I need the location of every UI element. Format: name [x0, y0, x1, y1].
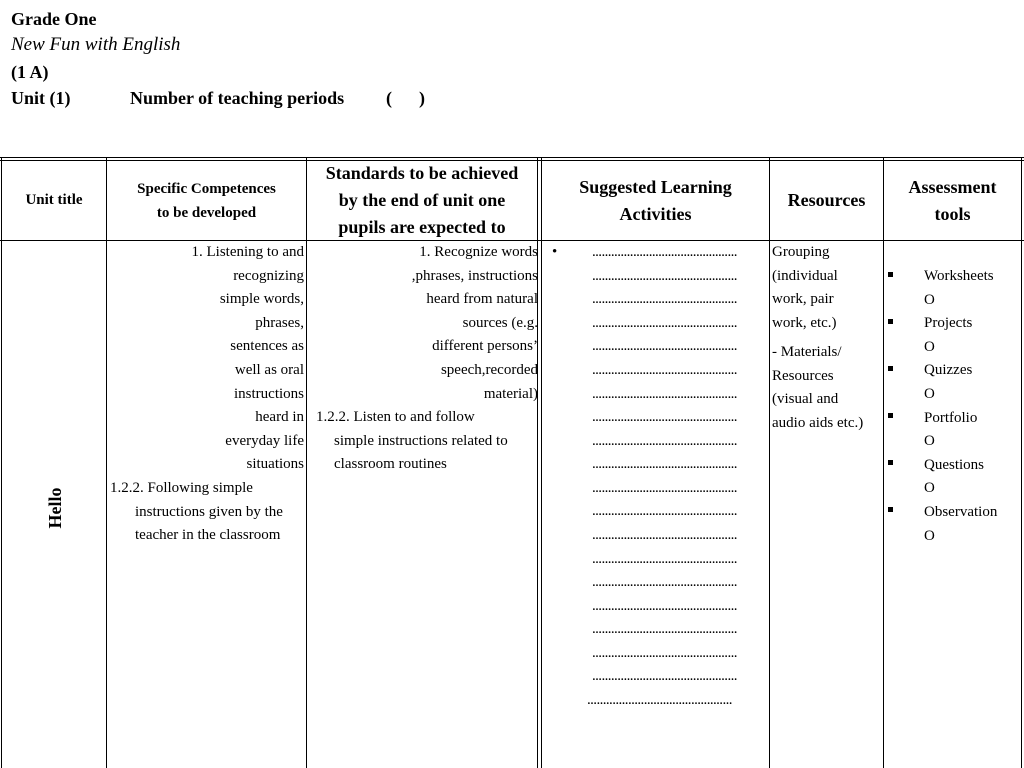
col-divider [306, 157, 307, 768]
standard-line: classroom routines [334, 456, 447, 473]
assessment-tool: Questions [924, 456, 984, 473]
resource-line: Grouping [772, 244, 830, 260]
header-activities-line: Activities [619, 203, 692, 224]
activity-dot-line: .............................................. [592, 551, 737, 567]
activity-dot-line: .............................................. [592, 268, 737, 284]
square-bullet-icon [888, 507, 893, 512]
col-divider [769, 157, 770, 768]
standard-1-2-2 [316, 406, 508, 477]
resource-line: work, pair [772, 291, 834, 308]
standard-line: 1. Recognize words [419, 244, 538, 260]
col-divider [106, 157, 107, 768]
square-bullet-icon [888, 319, 893, 324]
assessment-tool: Quizzes [924, 362, 973, 379]
unit-title-hello: Hello [45, 487, 65, 529]
header-assessment [884, 161, 1021, 240]
activity-bullet: • [552, 244, 558, 260]
activity-dot-line: .............................................. [592, 409, 737, 425]
activity-dot-line: .............................................. [592, 338, 737, 354]
header-competences-line: to be developed [156, 204, 257, 221]
activity-dot-line: .............................................. [592, 386, 737, 402]
competence-line: simple words, [219, 291, 304, 308]
competence-line: sentences as [230, 338, 304, 355]
square-bullet-icon [888, 460, 893, 465]
standard-line: ,phrases, instructions [411, 267, 538, 284]
periods-value: ( ) [386, 88, 425, 108]
assessment-tool: Observation [924, 503, 998, 520]
activity-dot-line: .............................................. [592, 244, 737, 260]
square-bullet-icon [888, 366, 893, 371]
competence-line: heard in [255, 409, 304, 426]
standard-line: simple instructions related to [334, 432, 508, 449]
book-code: (1 A) [11, 62, 49, 82]
activity-dot-line: .............................................. [592, 315, 737, 331]
unit-label: Unit (1) [11, 88, 71, 108]
resource-line: Resources [772, 367, 834, 384]
header-resources: Resources [787, 190, 866, 210]
resources-grouping [772, 241, 838, 335]
activity-dot-line: .............................................. [592, 645, 737, 661]
competence-line: instructions given by the [135, 503, 283, 520]
competence-line: 1. Listening to and [191, 244, 304, 260]
activity-dot-line: .............................................. [592, 621, 737, 637]
activity-dot-line: .............................................. [592, 456, 737, 472]
header-standards-line: pupils are expected to [338, 217, 506, 237]
header-competences-line: Specific Competences [137, 180, 276, 197]
competence-line: recognizing [233, 267, 304, 284]
competences-list [110, 241, 304, 477]
square-bullet-icon [888, 272, 893, 277]
periods-label: Number of teaching periods [130, 88, 345, 108]
standard-line: sources (e.g. [462, 314, 538, 331]
col-divider [883, 157, 884, 768]
standard-line: different persons’ [432, 338, 538, 355]
resources-materials [772, 341, 863, 435]
resource-line: - Materials/ [772, 344, 842, 360]
competence-line: phrases, [255, 314, 304, 331]
header-unit-title: Unit title [25, 192, 83, 208]
square-bullet-icon [888, 413, 893, 418]
standard-line: material) [483, 385, 538, 402]
header-assessment-line: Assessment [908, 176, 997, 197]
activity-dot-line: .............................................. [592, 291, 737, 307]
col-divider [1, 157, 2, 768]
col-divider [541, 157, 542, 768]
assessment-mark: O [924, 480, 935, 497]
assessment-mark: O [924, 338, 935, 355]
book-title: New Fun with English [11, 34, 181, 55]
competence-line: 1.2.2. Following simple [110, 480, 253, 496]
competence-line: well as oral [234, 361, 304, 378]
resource-line: (visual and [772, 391, 839, 408]
header-competences [107, 161, 306, 240]
assessment-mark: O [924, 433, 935, 450]
resource-line: work, etc.) [772, 314, 837, 331]
standards-list [312, 241, 538, 406]
competence-line: everyday life [225, 432, 304, 449]
activity-dot-line: .............................................. [592, 574, 737, 590]
header-standards-line: by the end of unit one [338, 190, 506, 210]
assessment-tool: Projects [924, 315, 973, 332]
competence-line: instructions [234, 385, 304, 402]
header-standards [307, 161, 537, 240]
activity-dot-line: .............................................. [592, 668, 737, 684]
activity-dot-line: .............................................. [592, 527, 737, 543]
table-top-rule [0, 157, 1024, 158]
resource-line: (individual [772, 267, 838, 284]
header-standards-line: Standards to be achieved [325, 163, 519, 183]
activity-dot-line: .............................................. [587, 692, 732, 708]
assessment-tool: Worksheets [924, 268, 994, 284]
competence-line: situations [246, 456, 304, 473]
activity-dot-line: .............................................. [592, 503, 737, 519]
activity-dot-line: .............................................. [592, 362, 737, 378]
standard-line: 1.2.2. Listen to and follow [316, 409, 475, 425]
header-activities-line: Suggested Learning [579, 176, 732, 197]
header-activities [542, 161, 769, 240]
assessment-tool: Portfolio [924, 409, 978, 426]
grade-title: Grade One [11, 9, 97, 29]
activity-dot-line: .............................................. [592, 598, 737, 614]
assessment-mark: O [924, 291, 935, 308]
resource-line: audio aids etc.) [772, 414, 864, 431]
standard-line: heard from natural [426, 291, 538, 308]
col-divider [1021, 157, 1022, 768]
competence-line: teacher in the classroom [135, 527, 281, 544]
assessment-mark: O [924, 527, 935, 544]
assessment-list [924, 265, 997, 548]
competence-1-2-2 [110, 477, 283, 548]
activity-dot-line: .............................................. [592, 480, 737, 496]
standard-line: speech,recorded [440, 361, 538, 378]
assessment-mark: O [924, 385, 935, 402]
header-assessment-line: tools [934, 203, 971, 224]
activity-dot-line: .............................................. [592, 433, 737, 449]
